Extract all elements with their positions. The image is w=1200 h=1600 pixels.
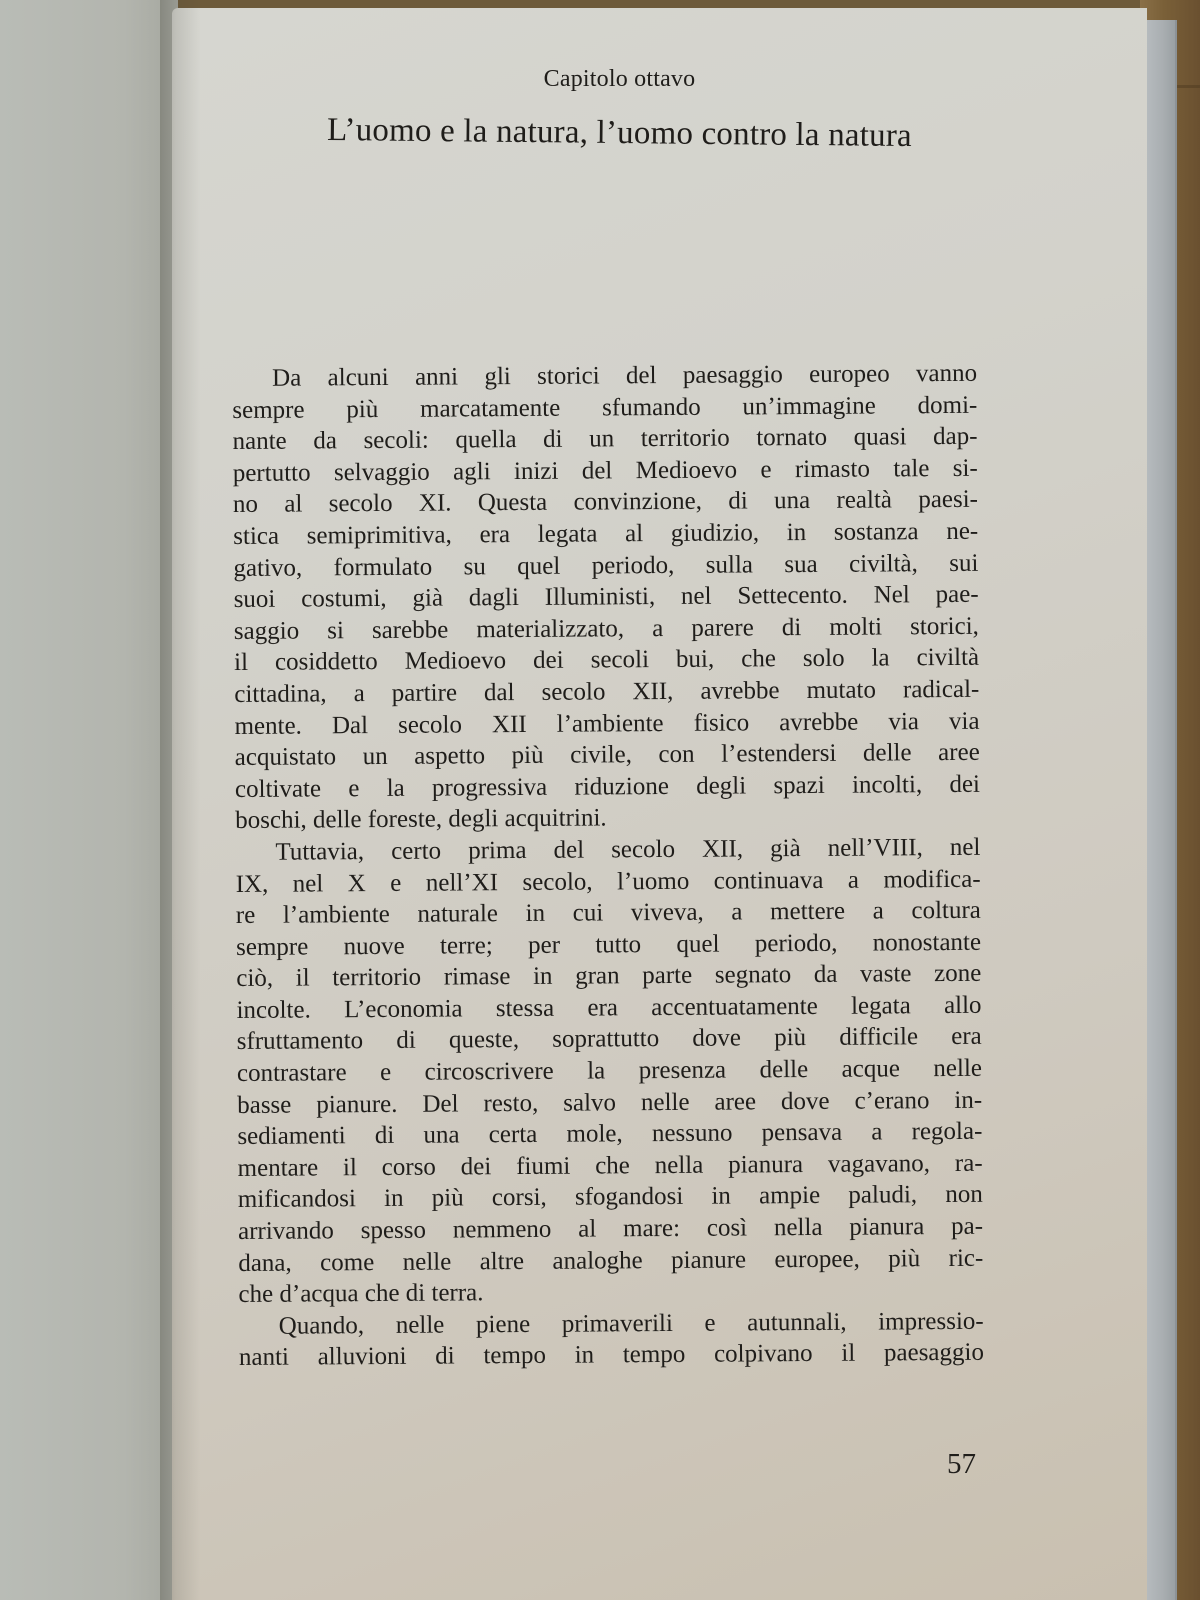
text-line: saggio si sarebbe materializzato, a parere di molti storici, <box>233 612 979 645</box>
text-line: coltivate e la progressiva riduzione degli spazi incolti, dei <box>234 770 981 803</box>
text-line: cittadina, a partire dal secolo XII, avrebbe mutato radical- <box>234 675 980 708</box>
text-line: che d’acqua che di terra. <box>238 1279 484 1309</box>
page-number: 57 <box>947 1448 976 1480</box>
page-content <box>232 58 985 1372</box>
text-line: sfruttamento di queste, soprattutto dove più difficile era <box>236 1023 982 1056</box>
text-line: boschi, delle foreste, degli acquitrini. <box>235 804 607 835</box>
text-line: sempre nuove terre; per tutto quel periodo, nonostante <box>235 928 982 961</box>
text-line: basse pianure. Del resto, salvo nelle aree dove c’erano in- <box>237 1086 983 1119</box>
text-line: acquistato un aspetto più civile, con l’estendersi delle aree <box>234 738 980 772</box>
text-line: no al secolo XI. Questa convinzione, di una realtà paesi- <box>232 486 979 519</box>
text-line: dana, come nelle altre analoghe pianure europee, più ric- <box>238 1244 984 1277</box>
book-page-edges <box>1145 20 1177 1600</box>
chapter-label: Capitolo ottavo <box>543 66 696 92</box>
text-line: contrastare e circoscrivere la presenza delle acque nelle <box>236 1054 983 1088</box>
text-line: mente. Dal secolo XII l’ambiente fisico avrebbe via via <box>234 707 980 740</box>
text-line: sediamenti di una certa mole, nessuno pensava a regola- <box>237 1118 983 1151</box>
text-line: nante da secoli: quella di un territorio tornato quasi dap- <box>232 422 978 456</box>
text-line: IX, nel X e nell’XI secolo, l’uomo continuava a modifica- <box>235 865 981 898</box>
text-line: Tuttavia, certo prima del secolo XII, già nell’VIII, nel <box>275 833 981 866</box>
body-text <box>232 358 984 1374</box>
text-line: il cosiddetto Medioevo dei secoli bui, che solo la civiltà <box>233 644 980 677</box>
text-line: suoi costumi, già dagli Illuministi, nel Settecento. Nel pae- <box>233 580 979 614</box>
text-line: Da alcuni anni gli storici del paesaggio europeo vanno <box>272 359 978 392</box>
text-line: arrivando spesso nemmeno al mare: così nella pianura pa- <box>237 1212 984 1246</box>
text-line: pertutto selvaggio agli inizi del Medioevo e rimasto tale si- <box>232 454 978 487</box>
text-line: mificandosi in più corsi, sfogandosi in ampie paludi, non <box>237 1181 983 1214</box>
text-line: Quando, nelle piene primaverili e autunnali, impressio- <box>278 1307 984 1340</box>
right-book-page <box>172 8 1147 1600</box>
left-blank-page <box>0 0 178 1600</box>
text-line: gativo, formulato su quel periodo, sulla sua civiltà, sui <box>233 549 979 582</box>
text-line: re l’ambiente naturale in cui viveva, a mettere a coltura <box>235 896 981 930</box>
text-line: mentare il corso dei fiumi che nella pianura vagavano, ra- <box>237 1149 983 1182</box>
text-line: ciò, il territorio rimase in gran parte segnato da vaste zone <box>236 960 982 993</box>
text-line: nanti alluvioni di tempo in tempo colpivano il paesaggio <box>238 1339 985 1372</box>
text-line: incolte. L’economia stessa era accentuatamente legata allo <box>236 991 982 1024</box>
text-line: sempre più marcatamente sfumando un’immagine domi- <box>232 391 978 424</box>
chapter-title: L’uomo e la natura, l’uomo contro la natura <box>326 111 913 155</box>
text-line: stica semiprimitiva, era legata al giudizio, in sostanza ne- <box>233 517 979 550</box>
